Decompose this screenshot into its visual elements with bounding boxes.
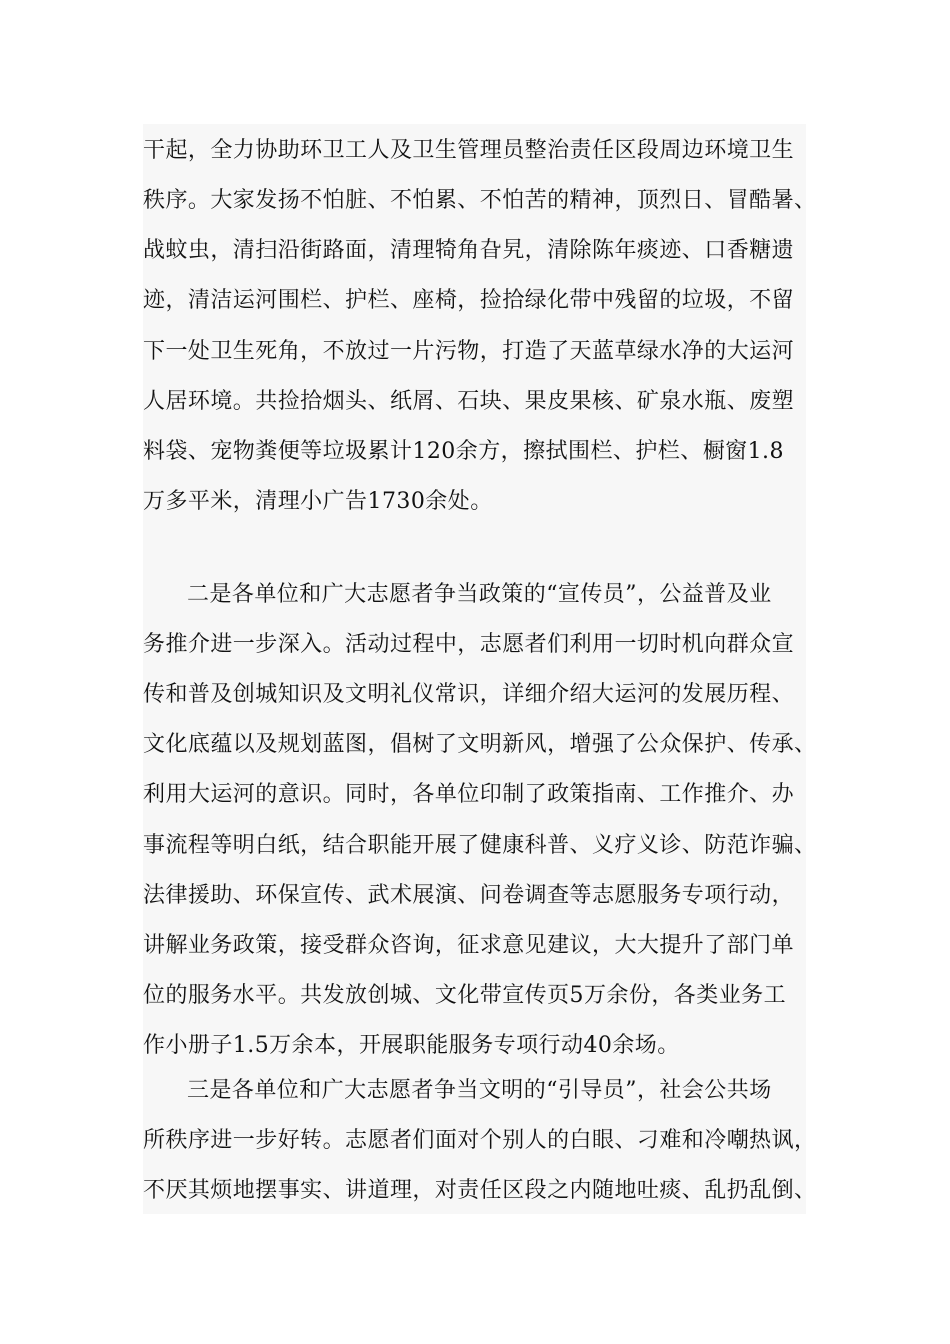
text-line: 利用大运河的意识。同时，各单位印制了政策指南、工作推介、办 xyxy=(143,782,795,807)
text-line: 战蚊虫，清扫沿街路面，清理犄角旮旯，清除陈年痰迹、口香糖遗 xyxy=(143,238,795,263)
text-line: 料袋、宠物粪便等垃圾累计120余方，擦拭围栏、护栏、橱窗1.8 xyxy=(143,439,784,464)
text-line: 秩序。大家发扬不怕脏、不怕累、不怕苦的精神，顶烈日、冒酷暑、 xyxy=(143,188,817,213)
text-line: 讲解业务政策，接受群众咨询，征求意见建议，大大提升了部门单 xyxy=(143,933,795,958)
text-line: 二是各单位和广大志愿者争当政策的“宣传员”，公益普及业 xyxy=(187,582,772,607)
text-line: 传和普及创城知识及文明礼仪常识，详细介绍大运河的发展历程、 xyxy=(143,682,795,707)
text-line: 迹，清洁运河围栏、护栏、座椅，捡拾绿化带中残留的垃圾，不留 xyxy=(143,288,795,313)
text-line: 文化底蕴以及规划蓝图，倡树了文明新风，增强了公众保护、传承、 xyxy=(143,732,817,757)
text-line: 干起，全力协助环卫工人及卫生管理员整治责任区段周边环境卫生 xyxy=(143,138,795,163)
text-line: 人居环境。共捡拾烟头、纸屑、石块、果皮果核、矿泉水瓶、废塑 xyxy=(143,389,795,414)
text-line: 三是各单位和广大志愿者争当文明的“引导员”，社会公共场 xyxy=(187,1078,772,1103)
text-line: 不厌其烦地摆事实、讲道理，对责任区段之内随地吐痰、乱扔乱倒、 xyxy=(143,1178,817,1203)
text-line: 万多平米，清理小广告1730余处。 xyxy=(143,489,493,514)
text-line: 务推介进一步深入。活动过程中，志愿者们利用一切时机向群众宣 xyxy=(143,632,795,657)
text-line: 事流程等明白纸，结合职能开展了健康科普、义疗义诊、防范诈骗、 xyxy=(143,833,817,858)
text-line: 法律援助、环保宣传、武术展演、问卷调查等志愿服务专项行动， xyxy=(143,883,795,908)
text-line: 位的服务水平。共发放创城、文化带宣传页5万余份，各类业务工 xyxy=(143,983,787,1008)
text-line: 作小册子1.5万余本，开展职能服务专项行动40余场。 xyxy=(143,1033,680,1058)
text-line: 所秩序进一步好转。志愿者们面对个别人的白眼、刁难和冷嘲热讽， xyxy=(143,1128,817,1153)
text-line: 下一处卫生死角，不放过一片污物，打造了天蓝草绿水净的大运河 xyxy=(143,339,795,364)
document-text-panel xyxy=(143,124,817,1214)
